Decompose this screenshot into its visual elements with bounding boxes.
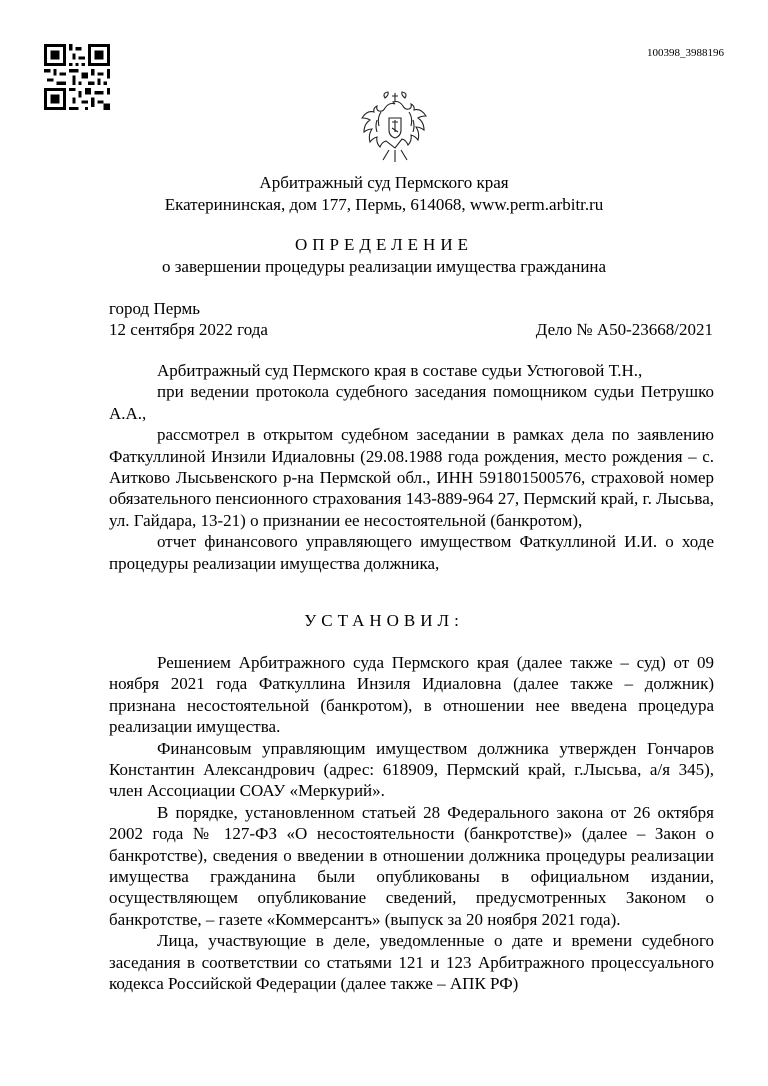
body-paragraph: В порядке, установленном статьей 28 Федерального закона от 26 октября 2002 года № 127-ФЗ «О несостоятельности (банкротстве)» (далее – Закон о банкротстве), сведения о введении в отношении должника процедуры реализации имущества гражданина были опубликованы в официальном издании, осуществляющем опубликование сведений, предусмотренных Законом о банкротстве, – газете «Коммерсантъ» (выпуск за 20 ноября 2021 года). xyxy=(109,802,714,929)
body-paragraph: Решением Арбитражного суда Пермского края (далее также – суд) от 09 ноября 2021 года Фаткуллина Инзиля Идиаловна (далее также – должник) признана несостоятельной (банкротом), в отношении нее введена процедура реализации имущества. xyxy=(109,653,714,737)
decision-date: 12 сентября 2022 года xyxy=(109,320,268,339)
case-number: Дело № А50-23668/2021 xyxy=(535,320,713,339)
section-title: УСТАНОВИЛ: xyxy=(304,611,464,630)
intro-paragraph: при ведении протокола судебного заседания помощником судьи Петрушко А.А., xyxy=(109,382,714,423)
intro-paragraph: рассмотрел в открытом судебном заседании в рамках дела по заявлению Фаткуллиной Инзили Идиаловны (29.08.1988 года рождения, место рождения – с. Аитково Лысьвенского р-на Пермской обл., ИНН 591801500576, страховой номер обязательного пенсионного страхования 143-889-964 27, Пермский край, г. Лысьва, ул. Гайдара, 13-21) о признании ее несостоятельной (банкротом), xyxy=(109,425,714,530)
intro-block xyxy=(109,360,714,574)
intro-paragraph: Арбитражный суд Пермского края в составе судьи Устюговой Т.Н., xyxy=(157,361,643,380)
court-address: Екатерининская, дом 177, Пермь, 614068, www.perm.arbitr.ru xyxy=(164,195,604,214)
body-block xyxy=(109,652,714,995)
court-name: Арбитражный суд Пермского края xyxy=(259,173,509,192)
document-id: 100398_3988196 xyxy=(647,47,724,59)
qr-code xyxy=(44,44,110,110)
body-paragraph: Лица, участвующие в деле, уведомленные о дате и времени судебного заседания в соответствии со статьями 121 и 123 Арбитражного процессуального кодекса Российской Федерации (далее также – АПК РФ) xyxy=(109,931,714,994)
intro-paragraph: отчет финансового управляющего имуществом Фаткуллиной И.И. о ходе процедуры реализации имущества должника, xyxy=(109,532,714,573)
document-subtitle: о завершении процедуры реализации имущества гражданина xyxy=(161,257,607,276)
body-paragraph: Финансовым управляющим имуществом должника утвержден Гончаров Константин Александрович (адрес: 618909, Пермский край, г.Лысьва, а/я 345), член Ассоциации СОАУ «Меркурий». xyxy=(109,738,714,801)
city: город Пермь xyxy=(109,299,201,318)
document-title: ОПРЕДЕЛЕНИЕ xyxy=(294,235,473,254)
coat-of-arms-emblem xyxy=(359,88,431,168)
